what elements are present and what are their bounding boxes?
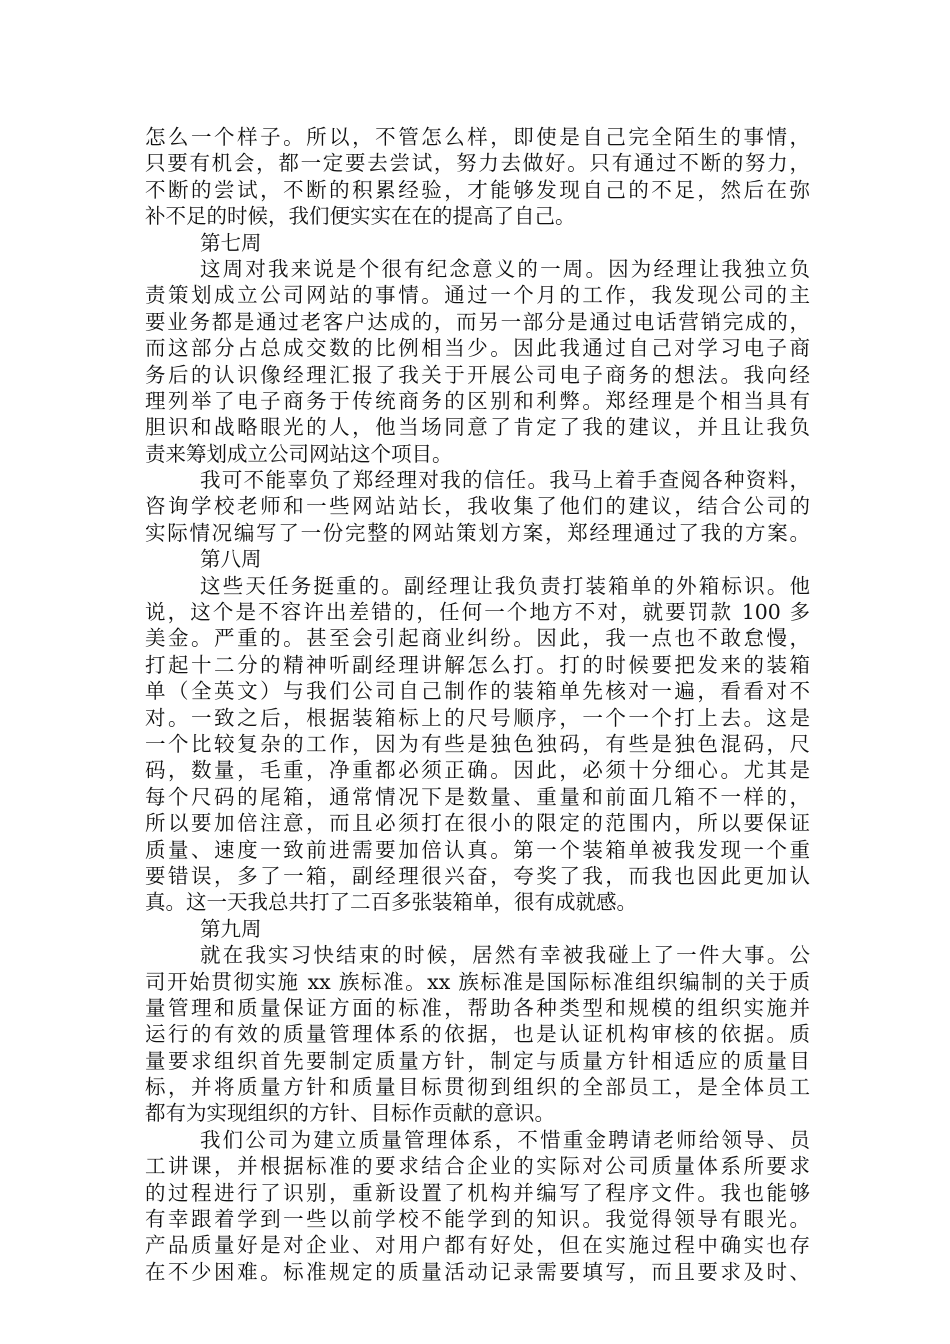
text-line: 我可不能辜负了郑经理对我的信任。我马上着手查阅各种资料， [200,468,810,493]
text-line: 一个比较复杂的工作，因为有些是独色独码，有些是独色混码，尺 [145,731,810,756]
text-line: 的过程进行了识别，重新设置了机构并编写了程序文件。我也能够 [145,1180,810,1205]
text-line: 这周对我来说是个很有纪念意义的一周。因为经理让我独立负 [200,256,810,281]
text-line: 责策划成立公司网站的事情。通过一个月的工作，我发现公司的主 [145,283,810,308]
text-line: 质量、速度一致前进需要加倍认真。第一个装箱单被我发现一个重 [145,837,810,862]
text-line: 真。这一天我总共打了二百多张装箱单，很有成就感。 [145,890,637,915]
text-line: 对。一致之后，根据装箱标上的尺号顺序，一个一个打上去。这是 [145,705,810,730]
text-line: 所以要加倍注意，而且必须打在很小的限定的范围内，所以要保证 [145,811,810,836]
text-line: 运行的有效的质量管理体系的依据，也是认证机构审核的依据。质 [145,1022,810,1047]
text-line: 每个尺码的尾箱，通常情况下是数量、重量和前面几箱不一样的， [145,784,810,809]
text-line: 美金。严重的。甚至会引起商业纠纷。因此，我一点也不敢怠慢， [145,626,810,651]
text-line: 要业务都是通过老客户达成的，而另一部分是通过电话营销完成的， [145,309,810,334]
text-line: 补不足的时候，我们便实实在在的提高了自己。 [145,204,576,229]
text-line: 务后的认识像经理汇报了我关于开展公司电子商务的想法。我向经 [145,362,810,387]
text-line: 咨询学校老师和一些网站站长，我收集了他们的建议，结合公司的 [145,494,810,519]
text-line: 打起十二分的精神听副经理讲解怎么打。打的时候要把发来的装箱 [145,652,810,677]
text-line: 而这部分占总成交数的比例相当少。因此我通过自己对学习电子商 [145,336,810,361]
text-line: 在不少困难。标准规定的质量活动记录需要填写，而且要求及时、 [145,1259,810,1284]
text-line: 理列举了电子商务于传统商务的区别和利弊。郑经理是个相当具有 [145,388,810,413]
text-line: 司开始贯彻实施 xx 族标准。xx 族标准是国际标准组织编制的关于质 [145,969,810,994]
text-line: 怎么一个样子。所以，不管怎么样，即使是自己完全陌生的事情， [145,125,810,149]
text-line: 不断的尝试，不断的积累经验，才能够发现自己的不足，然后在弥 [145,177,810,202]
text-line: 我们公司为建立质量管理体系，不惜重金聘请老师给领导、员 [200,1127,810,1152]
text-line: 工讲课，并根据标准的要求结合企业的实际对公司质量体系所要求 [145,1154,810,1179]
text-line: 这些天任务挺重的。副经理让我负责打装箱单的外箱标识。他 [200,573,810,598]
document-body [145,124,810,1285]
text-line: 第九周 [200,916,262,941]
text-line: 要错误，多了一箱，副经理很兴奋，夸奖了我，而我也因此更加认 [145,863,810,888]
text-line: 只要有机会，都一定要去尝试，努力去做好。只有通过不断的努力， [145,151,810,176]
text-line: 产品质量好是对企业、对用户都有好处，但在实施过程中确实也存 [145,1233,810,1258]
text-line: 都有为实现组织的方针、目标作贡献的意识。 [145,1101,555,1126]
text-line: 实际情况编写了一份完整的网站策划方案，郑经理通过了我的方案。 [145,520,810,545]
text-line: 说，这个是不容许出差错的，任何一个地方不对，就要罚款 100 多 [145,600,810,625]
text-line: 标，并将质量方针和质量目标贯彻到组织的全部员工，是全体员工 [145,1075,810,1100]
text-line: 单（全英文）与我们公司自己制作的装箱单先核对一遍，看看对不 [145,679,810,704]
text-line: 就在我实习快结束的时候，居然有幸被我碰上了一件大事。公 [200,943,810,968]
text-line: 量要求组织首先要制定质量方针，制定与质量方针相适应的质量目 [145,1048,810,1073]
text-line: 胆识和战略眼光的人，他当场同意了肯定了我的建议，并且让我负 [145,415,810,440]
text-line: 责来筹划成立公司网站这个项目。 [145,441,453,466]
text-line: 第七周 [200,230,262,255]
text-line: 量管理和质量保证方面的标准，帮助各种类型和规模的组织实施并 [145,995,810,1020]
text-line: 第八周 [200,547,262,572]
text-line: 码，数量，毛重，净重都必须正确。因此，必须十分细心。尤其是 [145,758,810,783]
text-line: 有幸跟着学到一些以前学校不能学到的知识。我觉得领导有眼光。 [145,1207,810,1232]
